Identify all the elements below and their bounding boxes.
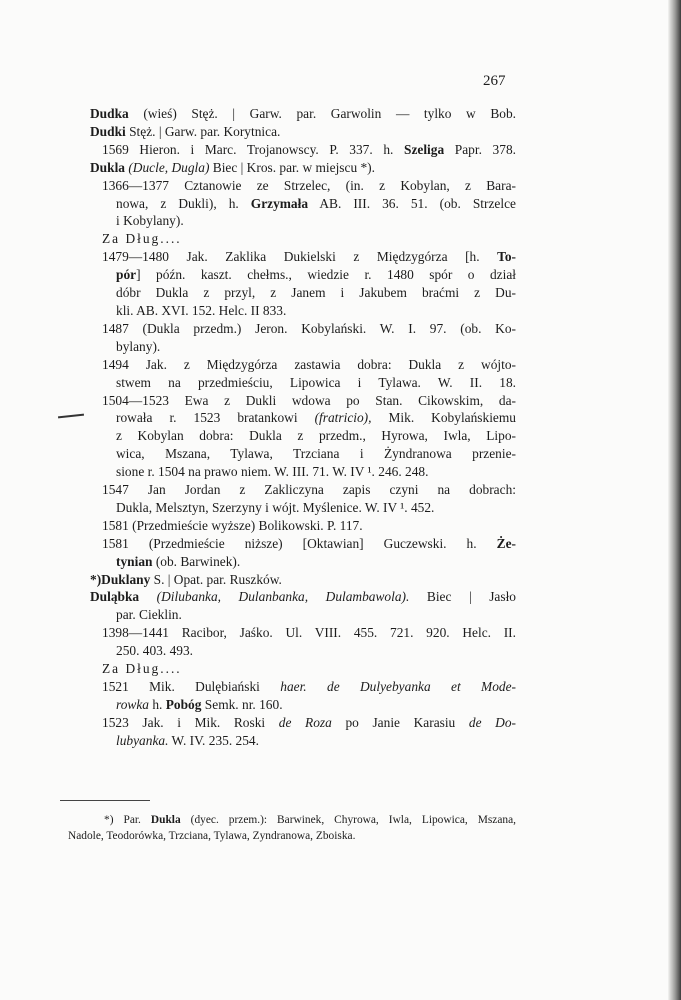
text-span: Biec | Jasło <box>409 589 516 605</box>
text-span: 1569 Hieron. i Marc. Trojanowscy. P. 337. h. <box>102 141 404 157</box>
entry-line <box>90 642 516 660</box>
text-span: nowa, z Dukli), h. <box>116 195 251 211</box>
text-span: dóbr Dukla z przyl, z Janem i Jakubem braćmi z Du- <box>116 285 516 301</box>
text-span: par. Cieklin. <box>116 607 182 623</box>
entry-line <box>90 678 516 696</box>
italic-text: (Dilubanka, Dulanbanka, Dulambawola). <box>156 589 410 605</box>
italic-text: (fratricio), <box>314 410 372 426</box>
text-span: stwem na przedmieściu, Lipowica i Tylawa. W. II. 18. <box>116 374 516 390</box>
headword: Pobóg <box>165 696 202 712</box>
footnote-rule <box>60 800 150 801</box>
text-span: rowała r. 1523 bratankowi <box>116 410 315 426</box>
entry-line <box>90 320 516 338</box>
text-span: 1398—1441 Racibor, Jaśko. Ul. VIII. 455. 721. 920. Helc. II. <box>102 625 516 641</box>
text-span: 250. 403. 493. <box>116 643 193 659</box>
entry-line <box>90 427 516 445</box>
text-span: *) Par. <box>104 814 151 826</box>
entry-line <box>90 499 516 517</box>
entry-line <box>90 177 516 195</box>
headword: Grzymała <box>250 195 309 211</box>
text-span: Dukla, Melsztyn, Szerzyny i wójt. Myślenice. W. IV ¹. 452. <box>116 499 435 515</box>
italic-text: (Ducle, Dugla) <box>128 159 210 175</box>
dictionary-entries <box>90 105 516 750</box>
text-span: Papr. 378. <box>444 141 516 157</box>
entry-line <box>90 696 516 714</box>
text-span: 1504—1523 Ewa z Dukli wdowa po Stan. Cikowskim, da- <box>102 392 516 408</box>
entry-line <box>90 553 516 571</box>
entry-line <box>90 159 516 177</box>
text-span: z Kobylan dobra: Dukla z przedm., Hyrowa, Iwla, Lipo- <box>116 428 516 444</box>
entry-line <box>90 660 516 678</box>
text-span: Semk. nr. 160. <box>201 696 283 712</box>
text-span: AB. III. 36. 51. (ob. Strzelce <box>308 195 516 211</box>
text-span: i Kobylany). <box>116 213 184 229</box>
italic-text: de Do- <box>468 714 516 730</box>
italic-text: rowka <box>116 696 149 712</box>
footnote-line <box>68 828 516 844</box>
entry-line <box>90 392 516 410</box>
headword: Dukla <box>90 159 125 175</box>
entry-line <box>90 409 516 427</box>
text-span: W. IV. 235. 254. <box>168 732 259 748</box>
entry-line <box>90 284 516 302</box>
entry-line <box>90 732 516 750</box>
text-span: po Janie Karasiu <box>331 714 469 730</box>
entry-line <box>90 624 516 642</box>
text-span: (wieś) Stęż. | Garw. par. Garwolin — tylko w Bob. <box>128 106 516 121</box>
text-span: Mik. Kobylańskiemu <box>371 410 516 426</box>
text-span: 1494 Jak. z Międzygórza zastawia dobra: Dukla z wójto- <box>102 356 516 372</box>
entry-line <box>90 212 516 230</box>
text-span: 1521 Mik. Dulębiański <box>102 679 281 694</box>
entry-line <box>90 338 516 356</box>
headword: Dudka <box>90 106 129 121</box>
entry-line <box>90 535 516 553</box>
text-span: 1366—1377 Cztanowie ze Strzelec, (in. z Kobylan, z Bara- <box>102 177 516 193</box>
entry-line <box>90 714 516 732</box>
text-span: 1547 Jan Jordan z Zakliczyna zapis czyni na dobrach: <box>102 482 516 498</box>
entry-line <box>90 606 516 624</box>
entry-line <box>90 248 516 266</box>
text-span: 1581 (Przedmieście wyższe) Bolikowski. P. 117. <box>102 517 363 533</box>
italic-text: lubyanka. <box>116 732 169 748</box>
headword: pór <box>116 267 137 283</box>
headword: tynian <box>116 553 153 569</box>
text-span: kli. AB. XVI. 152. Helc. II 833. <box>116 302 287 318</box>
headword: Szeliga <box>404 141 445 157</box>
text-span: Stęż. | Garw. par. Korytnica. <box>125 123 281 139</box>
margin-pencil-mark <box>58 414 84 419</box>
entry-line <box>90 356 516 374</box>
text-span: 1479—1480 Jak. Zaklika Dukielski z Międzygórza [h. <box>102 249 498 265</box>
headword: Duląbka <box>90 589 140 605</box>
text-span: 1581 (Przedmieście niższe) [Oktawian] Guczewski. h. <box>102 535 497 551</box>
entry-line <box>90 588 516 606</box>
entry-line <box>90 571 516 589</box>
entry-line <box>90 302 516 320</box>
text-span: 1523 Jak. i Mik. Roski <box>102 714 279 730</box>
entry-line <box>90 141 516 159</box>
text-span: bylany). <box>116 338 161 354</box>
text-span: sione r. 1504 na prawo niem. W. III. 71. W. IV ¹. 246. 248. <box>116 464 429 480</box>
text-span: 1487 (Dukla przedm.) Jeron. Kobylański. W. I. 97. (ob. Ko- <box>102 320 516 336</box>
italic-text: haer. de Dulyebyanka et Mode- <box>280 679 516 694</box>
entry-line <box>90 463 516 481</box>
entry-line <box>90 481 516 499</box>
entry-line <box>90 266 516 284</box>
text-span: Za Dług.... <box>102 661 182 677</box>
text-span: h. <box>148 696 166 712</box>
entry-line <box>90 445 516 463</box>
entry-line <box>90 374 516 392</box>
headword: Że- <box>496 535 516 551</box>
entry-line <box>90 517 516 535</box>
footnote <box>68 812 516 844</box>
text-span: (dyec. przem.): Barwinek, Chyrowa, Iwla, Lipowica, Mszana, <box>180 814 516 826</box>
entry-line <box>90 123 516 141</box>
headword: *)Duklany <box>90 571 151 587</box>
entry-line <box>90 195 516 213</box>
entry-line <box>90 230 516 248</box>
entry-line <box>90 105 516 123</box>
text-span: (ob. Barwinek). <box>152 553 241 569</box>
footnote-line <box>68 812 516 828</box>
text-span: Nadole, Teodorówka, Trzciana, Tylawa, Zyndranowa, Zboiska. <box>68 830 356 842</box>
text-span: wica, Mszana, Tylawa, Trzciana i Żyndranowa przenie- <box>116 446 516 462</box>
italic-text: de Roza <box>278 714 332 730</box>
text-span: Biec | Kros. par. w miejscu *). <box>209 159 375 175</box>
headword: Dukla <box>150 814 181 826</box>
headword: To- <box>497 249 516 265</box>
headword: Dudki <box>90 123 126 139</box>
text-span <box>139 589 157 604</box>
text-span: ] późn. kaszt. chełms., wiedzie r. 1480 spór o dział <box>136 267 516 283</box>
text-span: Za Dług.... <box>102 231 182 247</box>
scan-binding-shadow <box>668 0 681 1000</box>
page-number: 267 <box>483 73 506 89</box>
text-span: S. | Opat. par. Ruszków. <box>150 571 282 587</box>
